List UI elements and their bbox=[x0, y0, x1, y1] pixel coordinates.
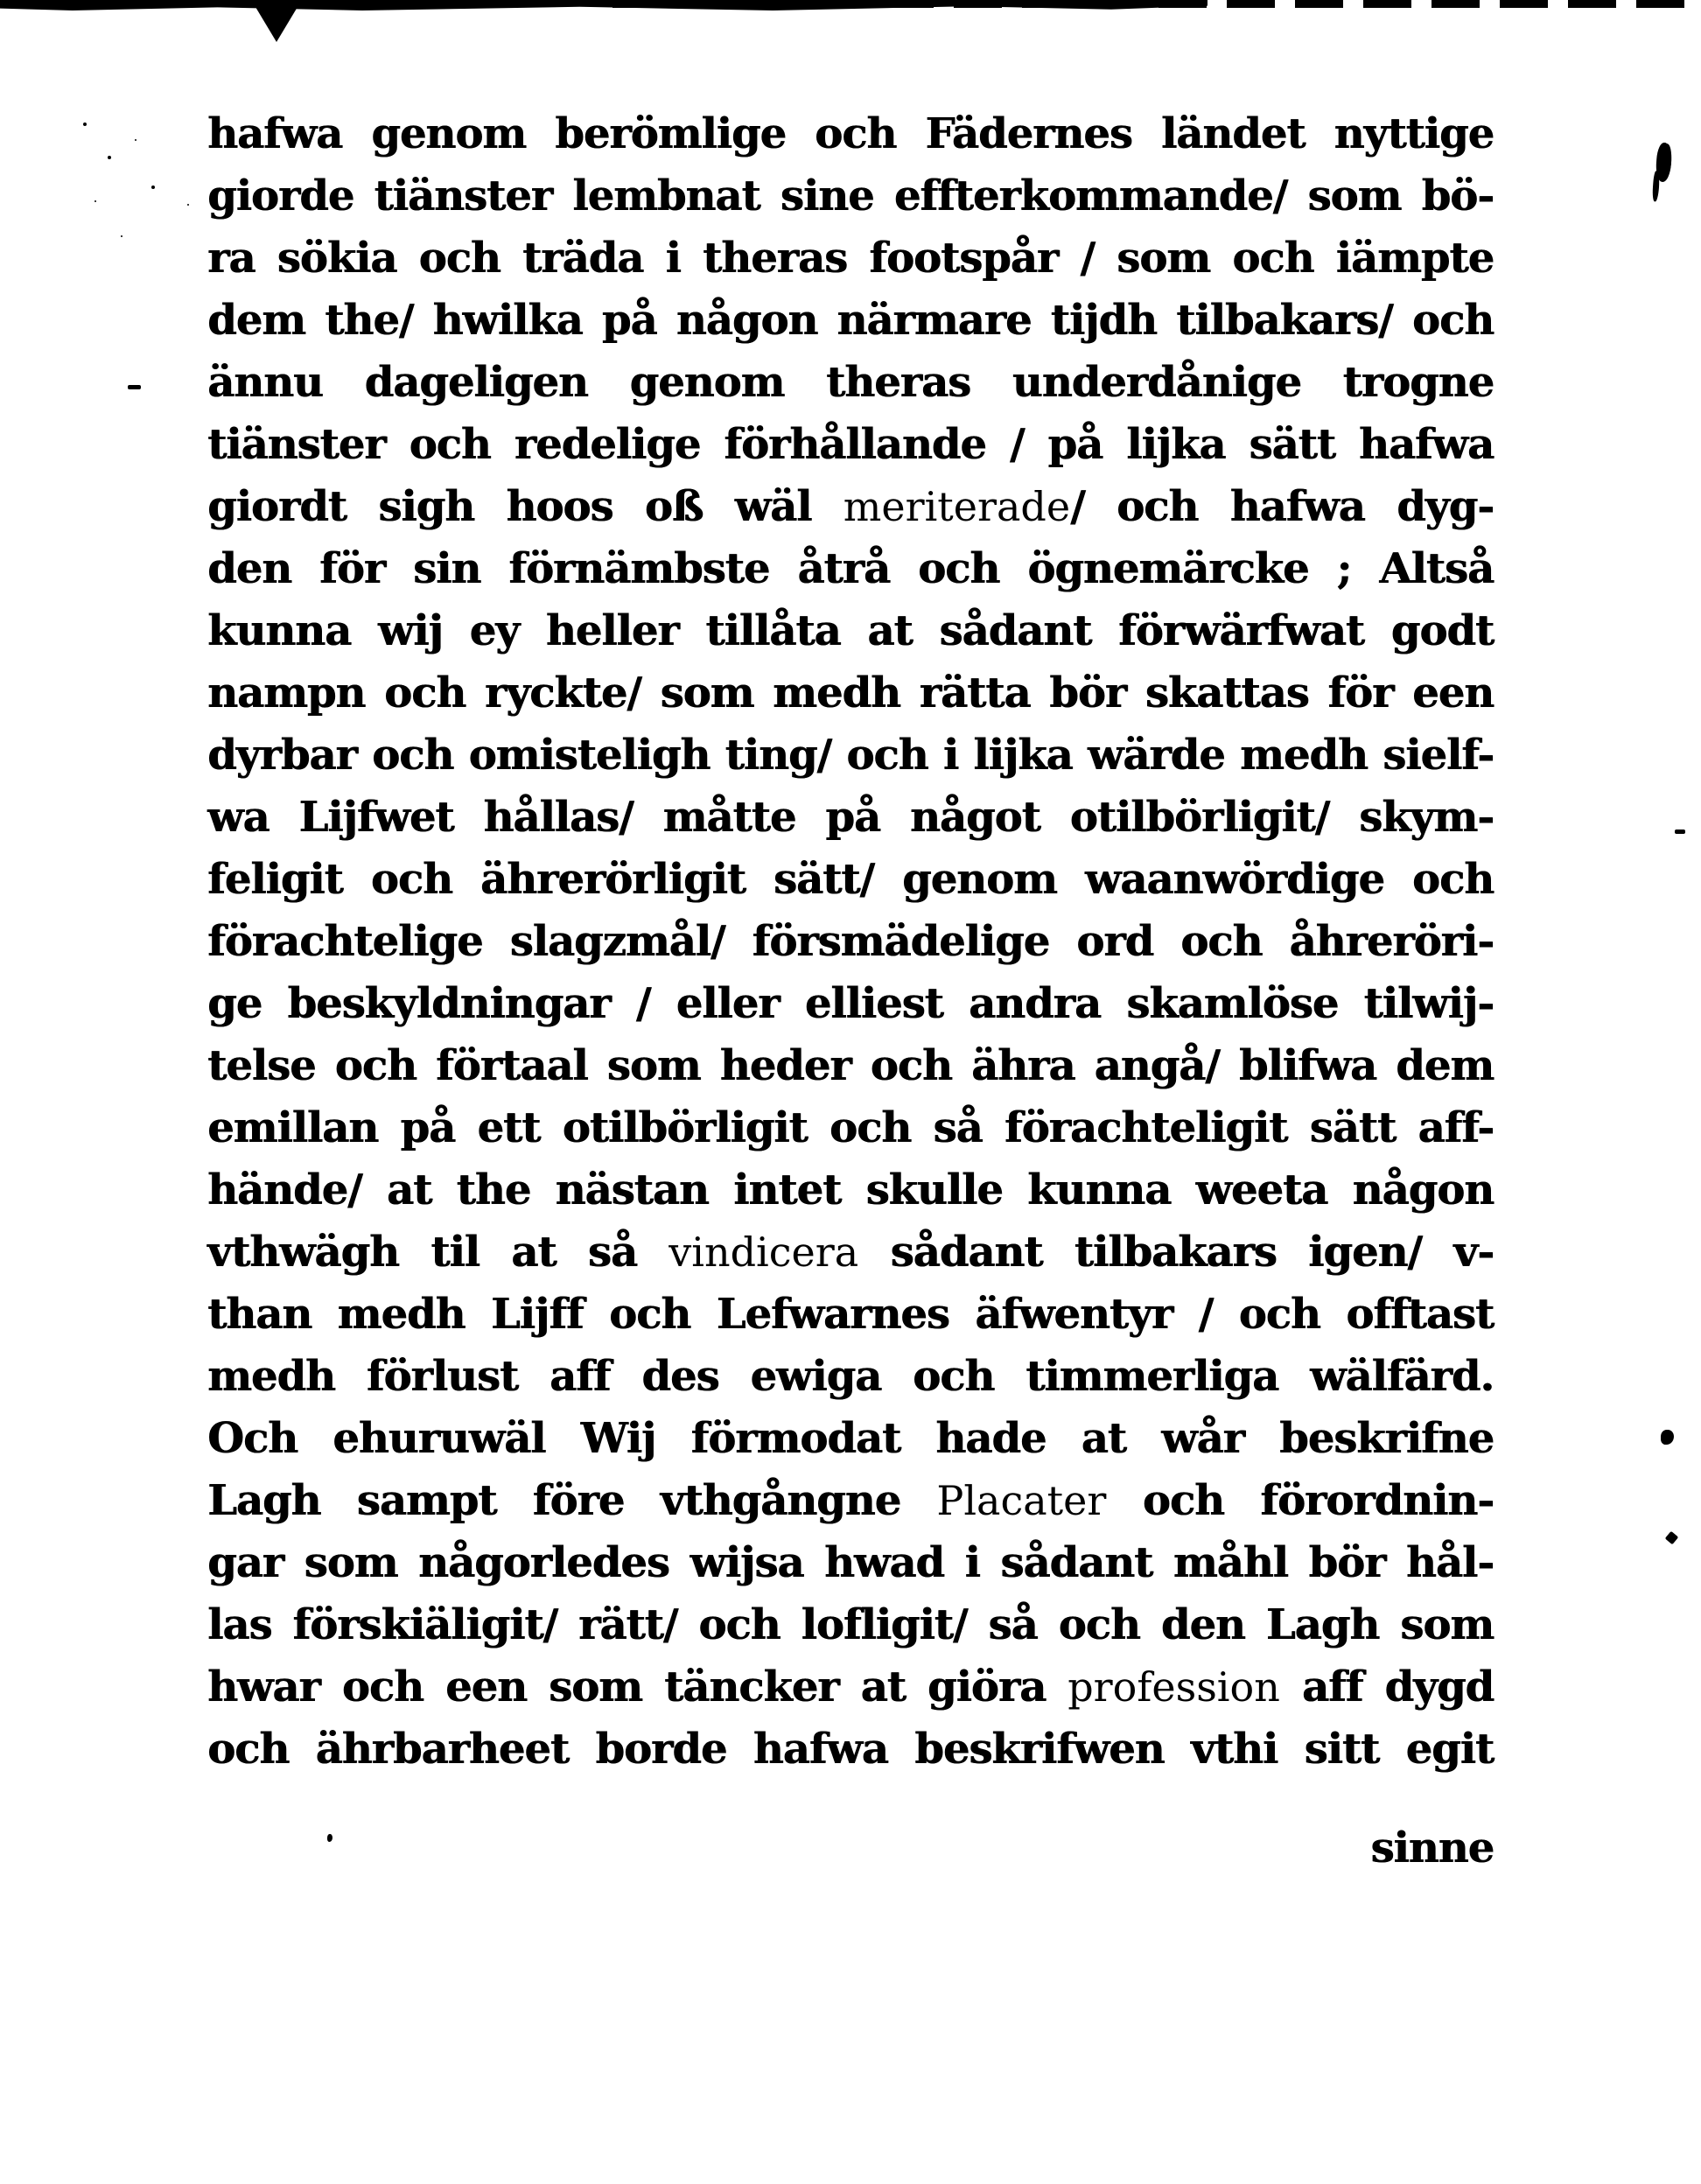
blackletter-run: dem the/ hwilka på någon närmare tijdh tilbakars/ och bbox=[207, 296, 1494, 345]
blackletter-run: giorde tiänster lembnat sine effterkommande/ som bö- bbox=[207, 172, 1494, 220]
text-line bbox=[207, 1408, 1494, 1470]
blackletter-run: las förskiäligit/ rätt/ och lofligit/ så och den Lagh som bbox=[207, 1600, 1494, 1649]
text-line bbox=[207, 476, 1494, 538]
blackletter-run: Lagh sampt före vthgångne bbox=[207, 1476, 937, 1525]
text-line bbox=[207, 352, 1494, 414]
scan-edge-dashes-artifact bbox=[612, 0, 1701, 8]
antiqua-run: meriterade bbox=[843, 483, 1071, 530]
antiqua-run: vindicera bbox=[668, 1228, 859, 1276]
blackletter-run: than medh Lijff och Lefwarnes äfwentyr / och offtast bbox=[207, 1290, 1494, 1339]
text-line bbox=[207, 662, 1494, 724]
blackletter-run: tiänster och redelige förhållande / på lijka sätt hafwa bbox=[207, 420, 1494, 469]
ink-speck-cluster bbox=[83, 122, 87, 126]
margin-mark-right-dot bbox=[1661, 1430, 1674, 1445]
blackletter-run: / och hafwa dyg- bbox=[1070, 482, 1494, 531]
text-line bbox=[207, 290, 1494, 352]
ink-blob-artifact bbox=[1655, 142, 1672, 182]
blackletter-run: medh förlust aff des ewiga och timmerliga wälfärd. bbox=[207, 1352, 1494, 1401]
antiqua-run: Placater bbox=[936, 1477, 1107, 1524]
margin-mark-right-dash bbox=[1675, 830, 1685, 834]
text-line bbox=[207, 165, 1494, 228]
blackletter-run: telse och förtaal som heder och ähra angå/ blifwa dem bbox=[207, 1041, 1494, 1090]
blackletter-run: giordt sigh hoos oß wäl bbox=[207, 482, 844, 531]
blackletter-run: hände/ at the nästan intet skulle kunna weeta någon bbox=[207, 1166, 1494, 1214]
text-line bbox=[207, 1656, 1494, 1718]
blackletter-run: ge beskyldningar / eller elliest andra skamlöse tilwij- bbox=[207, 979, 1494, 1028]
text-line bbox=[207, 1470, 1494, 1532]
blackletter-run: ännu dageligen genom theras underdånige trogne bbox=[207, 358, 1494, 407]
text-line bbox=[207, 724, 1494, 787]
text-line bbox=[207, 1532, 1494, 1594]
text-line bbox=[207, 911, 1494, 973]
blackletter-run: hwar och een som täncker at giöra bbox=[207, 1662, 1068, 1712]
blackletter-run: aff dygd bbox=[1279, 1662, 1494, 1712]
text-line bbox=[207, 1346, 1494, 1408]
text-block bbox=[207, 103, 1494, 1880]
blackletter-run: gar som någorledes wijsa hwad i sådant måhl bör hål- bbox=[207, 1538, 1494, 1587]
margin-mark-left bbox=[128, 385, 141, 389]
text-line bbox=[207, 787, 1494, 849]
text-line bbox=[207, 973, 1494, 1035]
blackletter-run: den för sin förnämbste åtrå och ögnemärcke ; Altså bbox=[207, 544, 1494, 593]
blackletter-run: wa Lijfwet hållas/ måtte på något otilbörligit/ skym- bbox=[207, 793, 1494, 842]
text-line bbox=[207, 1594, 1494, 1656]
margin-mark-right-star bbox=[1665, 1531, 1678, 1544]
blackletter-run: och förordnin- bbox=[1106, 1476, 1494, 1525]
text-line bbox=[207, 1222, 1494, 1284]
blackletter-run: Och ehuruwäl Wij förmodat hade at wår beskrifne bbox=[207, 1414, 1494, 1463]
text-line bbox=[207, 538, 1494, 600]
antiqua-run: profession bbox=[1068, 1663, 1280, 1711]
blackletter-run: och ährbarheet borde hafwa beskrifwen vthi sitt egit bbox=[207, 1725, 1494, 1774]
blackletter-run: dyrbar och omisteligh ting/ och i lijka wärde medh sielf- bbox=[207, 731, 1494, 780]
blackletter-run: förachtelige slagzmål/ försmädelige ord och åhreröri- bbox=[207, 917, 1494, 966]
text-line bbox=[207, 1097, 1494, 1159]
blackletter-run: sådant tilbakars igen/ v- bbox=[858, 1228, 1494, 1277]
scan-edge-notch-artifact bbox=[256, 7, 298, 42]
blackletter-run: emillan på ett otilbörligit och så förachteligit sätt aff- bbox=[207, 1103, 1494, 1152]
blackletter-run: feligit och ährerörligit sätt/ genom waanwördige och bbox=[207, 855, 1494, 904]
text-line bbox=[207, 1035, 1494, 1097]
text-line bbox=[207, 228, 1494, 290]
text-line bbox=[207, 103, 1494, 165]
blackletter-run: nampn och ryckte/ som medh rätta bör skattas för een bbox=[207, 668, 1494, 718]
text-line bbox=[207, 1284, 1494, 1346]
text-line bbox=[207, 1159, 1494, 1222]
blackletter-run: kunna wij ey heller tillåta at sådant förwärfwat godt bbox=[207, 606, 1494, 655]
blackletter-run: hafwa genom berömlige och Fädernes ländet nyttige bbox=[207, 109, 1494, 158]
text-line bbox=[207, 414, 1494, 476]
text-line bbox=[207, 1718, 1494, 1781]
catchword: sinne bbox=[1370, 1824, 1494, 1872]
blackletter-run: ra sökia och träda i theras footspår / som och iämpte bbox=[207, 234, 1494, 283]
text-line bbox=[207, 849, 1494, 911]
text-line bbox=[207, 600, 1494, 662]
blackletter-run: vthwägh til at så bbox=[207, 1228, 669, 1277]
